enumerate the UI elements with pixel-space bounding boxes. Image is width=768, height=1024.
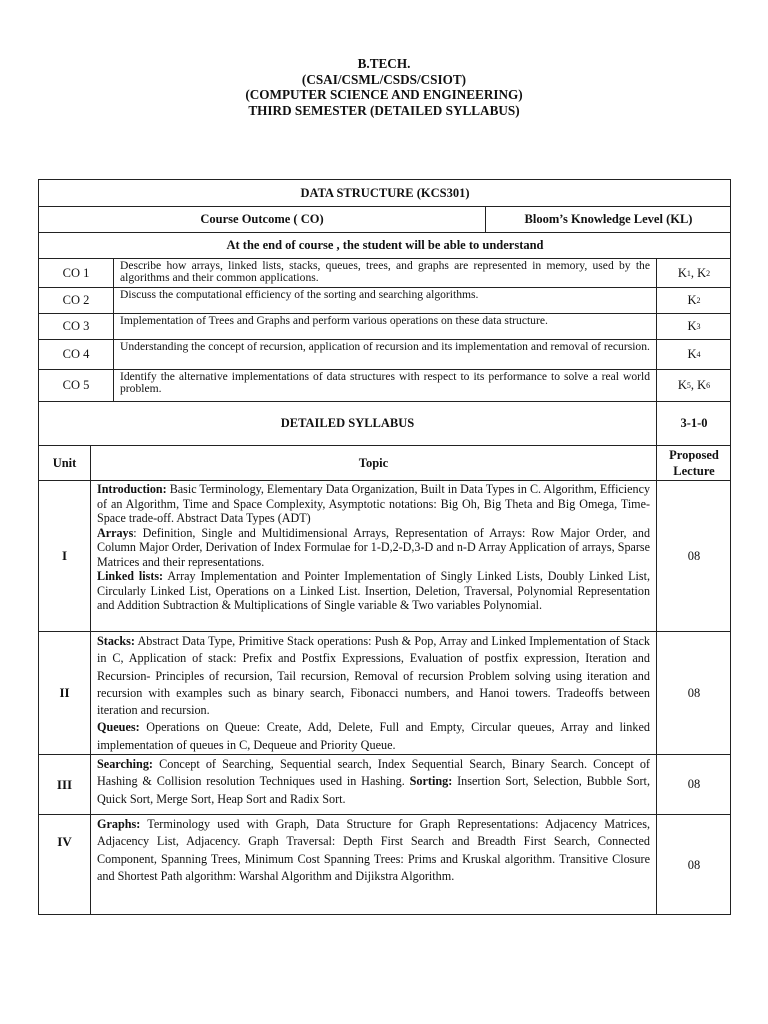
co-knowledge-level: K 5 , K 6: [657, 370, 731, 402]
co-description: Understanding the concept of recursion, application of recursion and its implementation and removal of recursion.: [114, 340, 657, 370]
unit-topics: Searching: Concept of Searching, Sequential search, Index Sequential Search, Binary Search. Concept of Hashing & Collision resolution Techniques used in Hashing. Sorting: Insertion Sort, Selection, Bubble Sort, Quick Sort, Merge Sort, Heap Sort and Radix Sort.: [91, 755, 657, 815]
co-description: Describe how arrays, linked lists, stacks, queues, trees, and graphs are represented in memory, used by the algorithms and their common applications.: [114, 259, 657, 288]
unit-number: I: [39, 481, 91, 632]
unit-lectures: 08: [657, 632, 731, 755]
co-description: Identify the alternative implementations of data structures with respect to its performance to solve a real world problem.: [114, 370, 657, 402]
co-description: Discuss the computational efficiency of the sorting and searching algorithms.: [114, 288, 657, 314]
co-knowledge-level: K 3: [657, 314, 731, 340]
syllabus-table: [38, 179, 731, 915]
unit-topics: Stacks: Abstract Data Type, Primitive Stack operations: Push & Pop, Array and Linked Implementation of Stack in C, Application of stack: Prefix and Postfix Expressions, Evaluation of postfix expression, Iteration and Recursion- Principles of recursion, Tail recursion, Removal of recursion Problem solving using iteration and recursion with examples such as binary search, Fibonacci numbers, and Hanoi towers. Tradeoffs between iteration and recursion. Queues: Operations on Queue: Create, Add, Delete, Full and Empty, Circular queues, Array and linked implementation of queues in C, Dequeue and Priority Queue.: [91, 632, 657, 755]
unit-topics: Graphs: Terminology used with Graph, Data Structure for Graph Representations: Adjacency Matrices, Adjacency List, Adjacency. Graph Traversal: Depth First Search and Breadth First Search, Connected Component, Spanning Trees, Minimum Cost Spanning Trees: Prims and Kruskal algorithm. Transitive Closure and Shortest Path algorithm: Warshal Algorithm and Dijikstra Algorithm.: [91, 815, 657, 915]
unit-lectures: 08: [657, 755, 731, 815]
knowledge-level-header: Bloom’s Knowledge Level (KL): [486, 207, 731, 233]
semester-title: THIRD SEMESTER (DETAILED SYLLABUS): [248, 102, 520, 118]
unit-number: IV: [39, 815, 91, 915]
co-knowledge-level: K 2: [657, 288, 731, 314]
course-title: DATA STRUCTURE (KCS301): [39, 180, 731, 207]
department-title: (COMPUTER SCIENCE AND ENGINEERING): [245, 87, 523, 102]
detailed-syllabus-title: DETAILED SYLLABUS: [39, 402, 657, 446]
co-code: CO 3: [39, 314, 114, 340]
document-header: [0, 56, 768, 118]
co-code: CO 2: [39, 288, 114, 314]
program-title: B.TECH.: [357, 56, 411, 71]
branch-list: (CSAI/CSML/CSDS/CSIOT): [301, 71, 467, 87]
co-description: Implementation of Trees and Graphs and perform various operations on these data structure.: [114, 314, 657, 340]
co-code: CO 5: [39, 370, 114, 402]
lecture-column-header: Proposed Lecture: [657, 446, 731, 481]
unit-number: III: [39, 755, 91, 815]
unit-number: II: [39, 632, 91, 755]
co-knowledge-level: K 4: [657, 340, 731, 370]
co-code: CO 4: [39, 340, 114, 370]
course-intro: At the end of course , the student will be able to understand: [39, 233, 731, 259]
co-code: CO 1: [39, 259, 114, 288]
unit-lectures: 08: [687, 857, 701, 872]
unit-topics: Introduction: Basic Terminology, Elementary Data Organization, Built in Data Types in C. Algorithm, Efficiency of an Algorithm, Time and Space Complexity, Asymptotic notations: Big Oh, Big Theta and Big Omega, Time-Space trade-off. Abstract Data Types (ADT) Arrays: Definition, Single and Multidimensional Arrays, Representation of Arrays: Row Major Order, and Column Major Order, Derivation of Index Formulae for 1-D,2-D,3-D and n-D Array Application of arrays, Sparse Matrices and their representations. Linked lists: Array Implementation and Pointer Implementation of Singly Linked Lists, Doubly Linked List, Circularly Linked List, Operations on a Linked List. Insertion, Deletion, Traversal, Polynomial Representation and Addition Subtraction & Multiplications of Single variable & Two variables Polynomial.: [91, 481, 657, 632]
ltp-value: 3-1-0: [657, 402, 731, 446]
co-knowledge-level: K 1 , K 2: [657, 259, 731, 288]
unit-column-header: Unit: [39, 446, 91, 481]
course-outcome-header: Course Outcome ( CO): [39, 207, 486, 233]
topic-column-header: Topic: [91, 446, 657, 481]
unit-lectures: 08: [657, 481, 731, 632]
